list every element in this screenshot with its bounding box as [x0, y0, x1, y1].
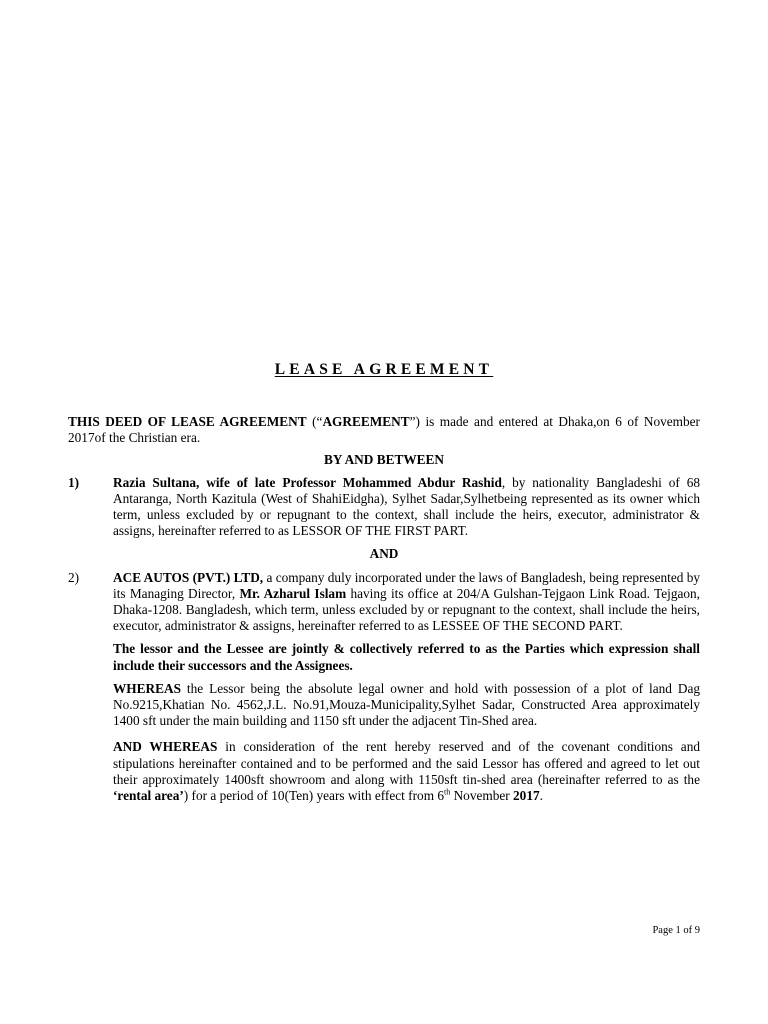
and-heading: AND — [369, 546, 399, 562]
party-one-text — [113, 475, 700, 540]
intro-deed-label: THIS DEED OF LEASE AGREEMENT — [68, 414, 307, 429]
whereas-paragraph — [113, 681, 700, 730]
document-title: LEASE AGREEMENT — [274, 361, 494, 378]
date-superscript: th — [444, 787, 451, 797]
and-whereas-text-3: November — [450, 788, 514, 804]
party-two-number: 2) — [68, 569, 80, 585]
and-whereas-text-2: ) for a period of 10(Ten) years with effect from 6 — [183, 788, 445, 804]
party-one-details: , by nationality Bangladeshi of 68 Antaranga, North Kazitula (West of ShahiEidgha), Sylhet Sadar,Sylhetbeing represented as its owner which term, unless excluded by or repugnant to the context, shall include the heirs, executor, administrator & assigns, hereinafter referred to as LESSOR OF THE FIRST PART. — [113, 474, 700, 539]
and-whereas-text-1: in consideration of the rent hereby reserved and of the covenant conditions and stipulations hereinafter contained and to be performed and the said Lessor has offered and agreed to let out their approximately 1400sft showroom and along with 1150sft tin-shed area (hereinafter referred to as the — [113, 739, 700, 787]
party-one-name: Razia Sultana, wife of late Professor Mohammed Abdur Rashid — [113, 474, 502, 490]
intro-paragraph — [68, 414, 700, 446]
intro-text-2: ”) is made and entered at Dhaka,on 6 of November 2017of the Christian era. — [68, 414, 700, 446]
party-two-clause — [68, 570, 700, 635]
intro-text-1: (“ — [306, 414, 323, 429]
party-two-text — [113, 570, 700, 635]
intro-agreement-label: AGREEMENT — [322, 414, 410, 429]
jointly-text: The lessor and the Lessee are jointly & collectively referred to as the Parties which expression shall include their successors and the Assignees. — [113, 641, 700, 673]
document-body — [68, 414, 700, 804]
party-two-director: Mr. Azharul Islam — [239, 585, 347, 601]
party-one-number: 1) — [68, 474, 80, 490]
and-whereas-label: AND WHEREAS — [113, 739, 218, 755]
lease-year: 2017 — [513, 788, 540, 804]
by-and-between-heading: BY AND BETWEEN — [324, 452, 444, 468]
jointly-paragraph — [113, 641, 700, 673]
party-two-details-1: a company duly incorporated under the laws of Bangladesh, being represented by its Managing Director, — [113, 569, 701, 601]
and-whereas-paragraph — [113, 739, 700, 804]
whereas-text: the Lessor being the absolute legal owner and hold with possession of a plot of land Dag No.9215,Khatian No. 4562,J.L. No.91,Mouza-Municipality,Sylhet Sadar, Constructed Area approximately 1400 sft under the main building and 1150 sft under the adjacent Tin-Shed area. — [113, 680, 700, 729]
and-whereas-text-4: . — [539, 788, 543, 804]
page-number: Page 1 of 9 — [652, 925, 700, 936]
party-two-details-2: having its office at 204/A Gulshan-Tejgaon Link Road. Tejgaon, Dhaka-1208. Bangladesh, which term, unless excluded by or repugnant to the context, shall include the heirs, executor, administrator & assigns, hereinafter referred to as LESSEE OF THE SECOND PART. — [113, 585, 701, 634]
rental-area-term: ‘rental area’ — [113, 788, 184, 804]
whereas-label: WHEREAS — [113, 680, 181, 696]
party-one-clause — [68, 475, 700, 540]
party-two-name: ACE AUTOS (PVT.) LTD, — [113, 569, 264, 585]
